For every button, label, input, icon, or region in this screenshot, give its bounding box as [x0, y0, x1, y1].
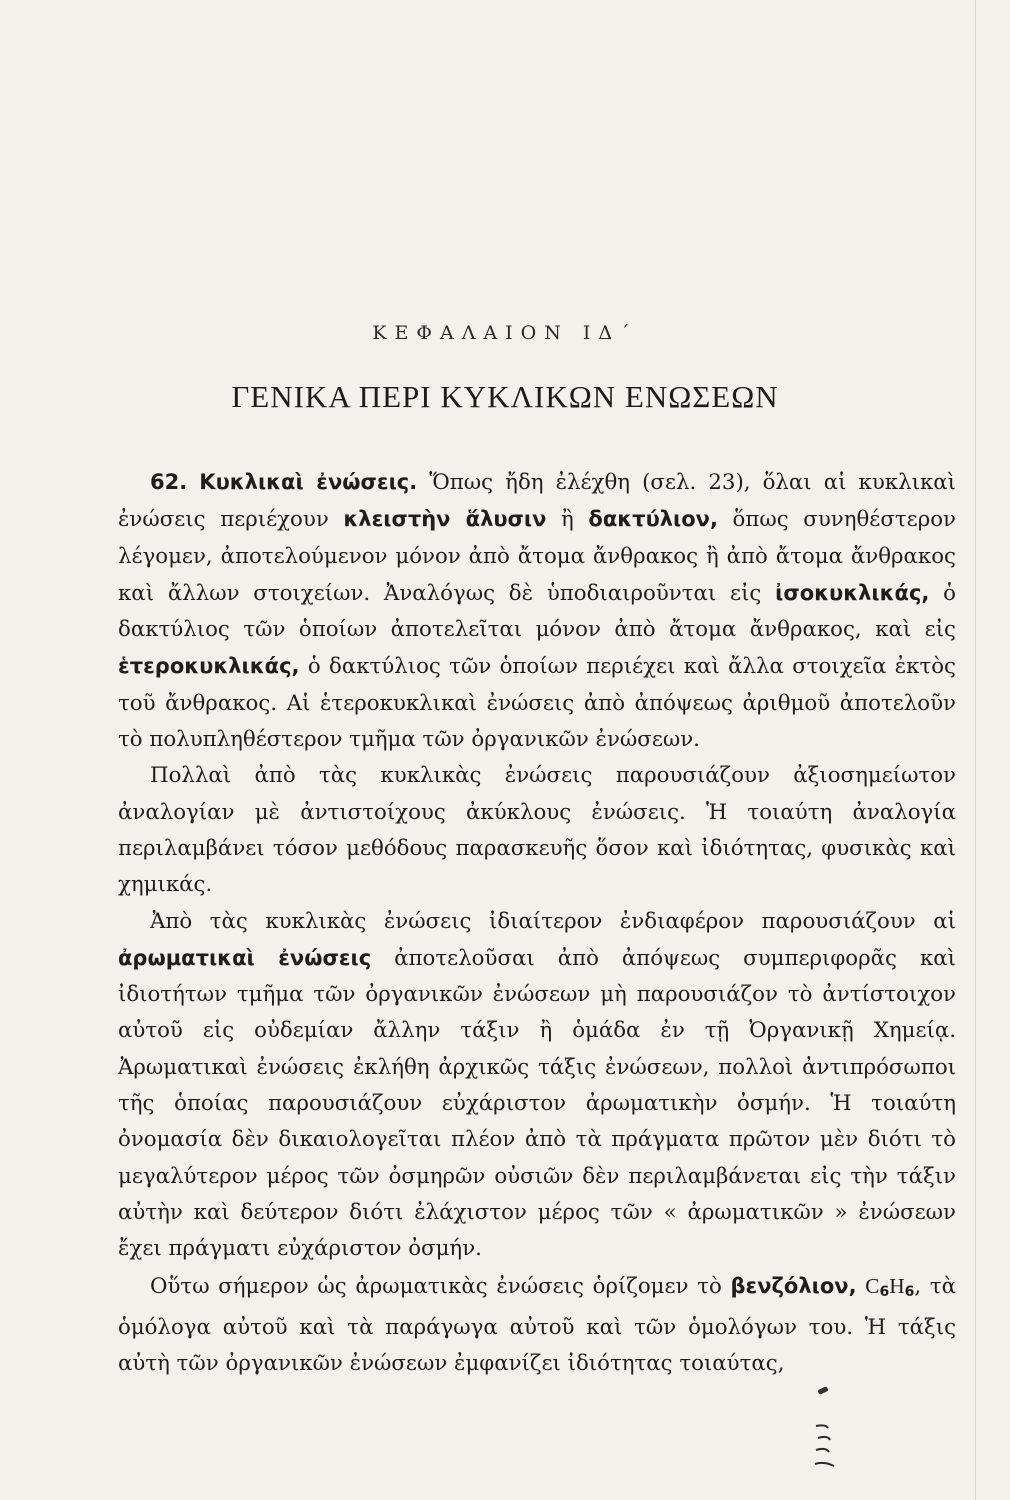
paragraph-text: , τὰ ὁμόλογα αὐτοῦ καὶ τὰ παράγωγα αὐτοῦ καὶ τῶν ὁμολόγων του. Ἡ τάξις αὐτὴ τῶν ὀργανικῶν ἐνώσεων ἐμφανίζει ἰδιότητας τοιαύτας,	[118, 1273, 956, 1377]
paragraph-text: ὁ δακτύλιος τῶν ὁποίων ἀποτελεῖται μόνον ἀπὸ ἄτομα ἄνθρακος, καὶ εἰς	[118, 580, 957, 643]
bold-term: ἀρωματικαὶ ἐνώσεις	[118, 945, 372, 970]
bold-term: δακτύλιον,	[588, 507, 718, 532]
section-number: 62.	[150, 470, 188, 494]
page-edge-line	[975, 0, 976, 1500]
bold-term: ἑτεροκυκλικάς,	[118, 654, 300, 679]
bold-term: ἰσοκυκλικάς,	[775, 580, 930, 605]
paragraph-analogy	[118, 758, 956, 903]
squiggle-mark-icon	[812, 1420, 836, 1470]
ink-mark-icon	[817, 1386, 828, 1395]
paragraph-text: ὁ δακτύλιος τῶν ὁποίων περιέχει καὶ ἄλλα στοιχεῖα ἐκτὸς τοῦ ἄνθρακος. Αἱ ἑτεροκυκλικαὶ ἐνώσεις ἀπὸ ἀπόψεως ἀριθμοῦ ἀποτελοῦν τὸ πολυπληθέστερον τμῆμα τῶν ὀργανικῶν ἐνώσεων.	[118, 654, 956, 753]
formula-subscript: 6	[904, 1283, 915, 1300]
formula-element: C	[865, 1273, 880, 1298]
formula-element: H	[889, 1273, 905, 1298]
paragraph-text: Ὅπως ἤδη ἐλέχθη (σελ. 23), ὅλαι αἱ κυκλικαὶ ἐνώσεις περιέχουν	[118, 470, 957, 533]
chapter-title: ΓΕΝΙΚΑ ΠΕΡΙ ΚΥΚΛΙΚΩΝ ΕΝΩΣΕΩΝ	[231, 379, 779, 414]
bold-term: βενζόλιον,	[730, 1273, 857, 1298]
chemical-formula	[865, 1274, 914, 1298]
paragraph-benzene	[118, 1268, 956, 1383]
paragraph-text: Ἀπὸ τὰς κυκλικὰς ἐνώσεις ἰδιαίτερον ἐνδιαφέρον παρουσιάζουν αἱ	[150, 908, 956, 934]
chapter-label: ΚΕΦΑΛΑΙΟΝ ΙΔ΄	[372, 322, 638, 344]
section-title: Κυκλικαὶ ἐνώσεις.	[199, 470, 418, 494]
body-text	[118, 464, 956, 1382]
paragraph-section-62	[118, 464, 956, 758]
paragraph-aromatic	[118, 904, 956, 1268]
bold-term: κλειστὴν ἅλυσιν	[343, 507, 547, 532]
paragraph-text: ἀποτελοῦσαι ἀπὸ ἀπόψεως συμπεριφορᾶς καὶ ἰδιοτήτων τμῆμα τῶν ὀργανικῶν ἐνώσεων μὴ παρουσιάζον τὸ ἀντίστοιχον αὐτοῦ εἰς οὐδεμίαν ἄλλην τάξιν ἢ ὁμάδα ἐν τῇ Ὀργανικῇ Χημείᾳ. Ἀρωματικαὶ ἐνώσεις ἐκλήθη ἀρχικῶς τάξις ἐνώσεων, πολλοὶ ἀντιπρόσωποι τῆς ὁποίας παρουσιάζουν εὐχάριστον ἀρωματικὴν ὀσμήν. Ἡ τοιαύτη ὀνομασία δὲν δικαιολογεῖται πλέον ἀπὸ τὰ πράγματα πρῶτον μὲν διότι τὸ μεγαλύτερον μέρος τῶν ὀσμηρῶν οὐσιῶν δὲν περιλαμβάνεται εἰς τὴν τάξιν αὐτὴν καὶ δεύτερον διότι ἐλάχιστον μέρος τῶν « ἀρωματικῶν » ἐνώσεων ἔχει πράγματι εὐχάριστον ὀσμήν.	[118, 945, 956, 1262]
paragraph-text: ὅπως συνηθέστερον λέγομεν, ἀποτελούμενον μόνον ἀπὸ ἄτομα ἄνθρακος ἢ ἀπὸ ἄτομα ἄνθρακος καὶ ἄλλων στοιχείων. Ἀναλόγως δὲ ὑποδιαιροῦνται εἰς	[118, 507, 956, 606]
paragraph-text: Οὕτω σήμερον ὡς ἀρωματικὰς ἐνώσεις ὁρίζομεν τὸ	[150, 1273, 731, 1299]
formula-subscript: 6	[879, 1283, 890, 1300]
paragraph-text: ἢ	[546, 507, 589, 533]
paragraph-text: Πολλαὶ ἀπὸ τὰς κυκλικὰς ἐνώσεις παρουσιάζουν ἀξιοσημείωτον ἀναλογίαν μὲ ἀντιστοίχους ἀκύκλους ἐνώσεις. Ἡ τοιαύτη ἀναλογία περιλαμβάνει τόσον μεθόδους παρασκευῆς ὅσον καὶ ἰδιότητας, φυσικὰς καὶ χημικάς.	[118, 763, 956, 898]
